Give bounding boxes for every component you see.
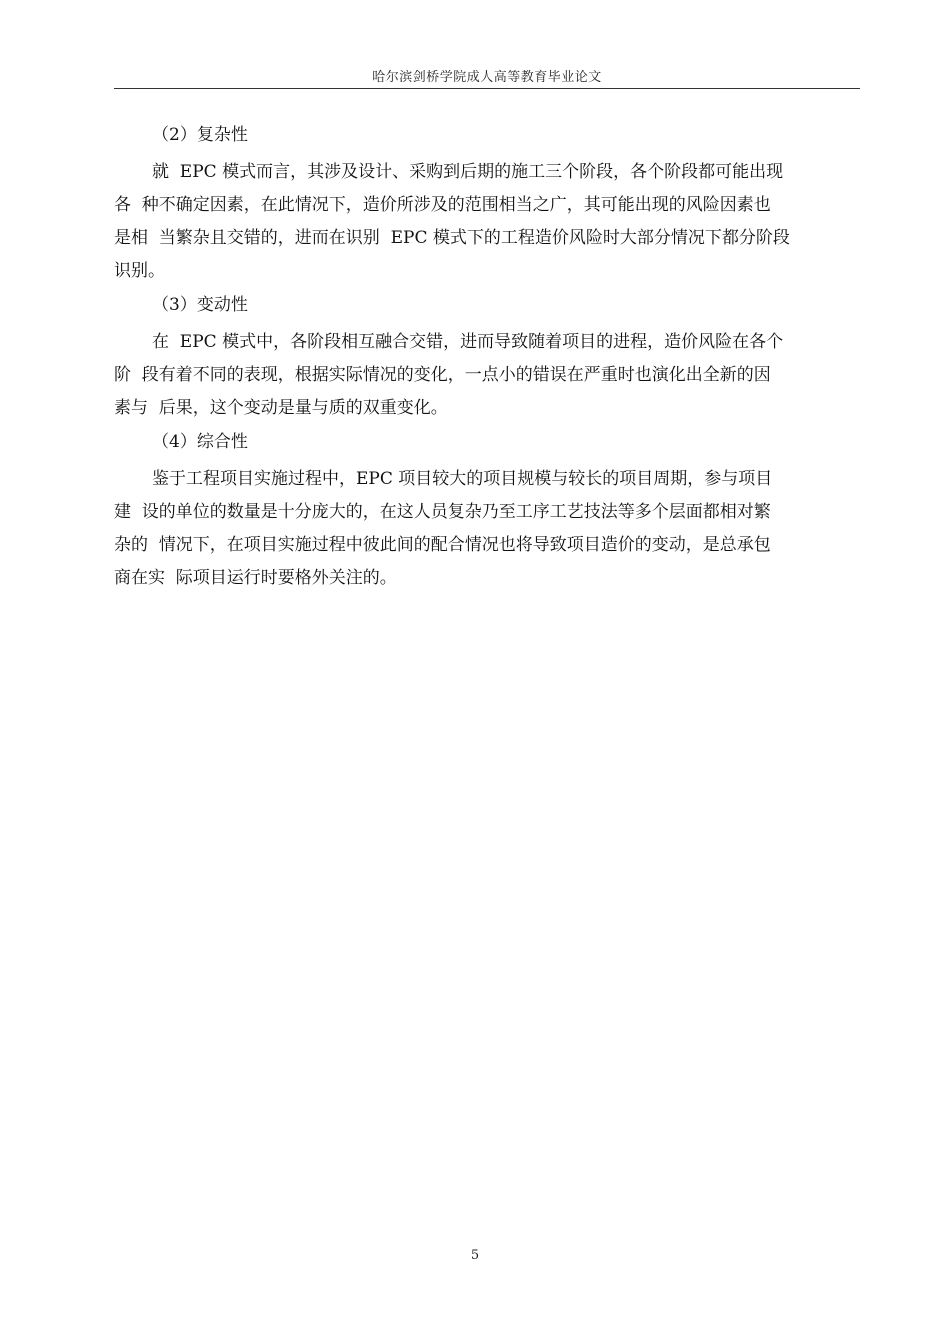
paragraph-line: 鉴于工程项目实施过程中，EPC 项目较大的项目规模与较长的项目周期，参与项目 xyxy=(152,469,773,489)
paragraph-line: 各 种不确定因素，在此情况下，造价所涉及的范围相当之广，其可能出现的风险因素也 xyxy=(114,195,771,215)
paragraph-line: 阶 段有着不同的表现，根据实际情况的变化，一点小的错误在严重时也演化出全新的因 xyxy=(114,365,771,385)
paragraph-line: 建 设的单位的数量是十分庞大的，在这人员复杂乃至工序工艺技法等多个层面都相对繁 xyxy=(114,502,771,522)
page-header xyxy=(114,64,860,89)
section-heading: （3）变动性 xyxy=(152,295,248,315)
page-number: 5 xyxy=(470,1248,480,1263)
paragraph-line: 商在实 际项目运行时要格外关注的。 xyxy=(114,568,397,588)
page-header-title: 哈尔滨剑桥学院成人高等教育毕业论文 xyxy=(372,70,602,85)
paragraph-line: 杂的 情况下，在项目实施过程中彼此间的配合情况也将导致项目造价的变动，是总承包 xyxy=(114,535,771,555)
paragraph-line: 素与 后果，这个变动是量与质的双重变化。 xyxy=(114,398,448,418)
paragraph-line: 是相 当繁杂且交错的，进而在识别 EPC 模式下的工程造价风险时大部分情况下都分阶段 xyxy=(114,228,790,248)
section-heading: （2）复杂性 xyxy=(152,125,248,145)
paragraph-line: 识别。 xyxy=(114,261,165,281)
paragraph-line: 就 EPC 模式而言，其涉及设计、采购到后期的施工三个阶段，各个阶段都可能出现 xyxy=(152,162,784,182)
paragraph-line: 在 EPC 模式中，各阶段相互融合交错，进而导致随着项目的进程，造价风险在各个 xyxy=(152,332,784,352)
section-heading: （4）综合性 xyxy=(152,432,248,452)
